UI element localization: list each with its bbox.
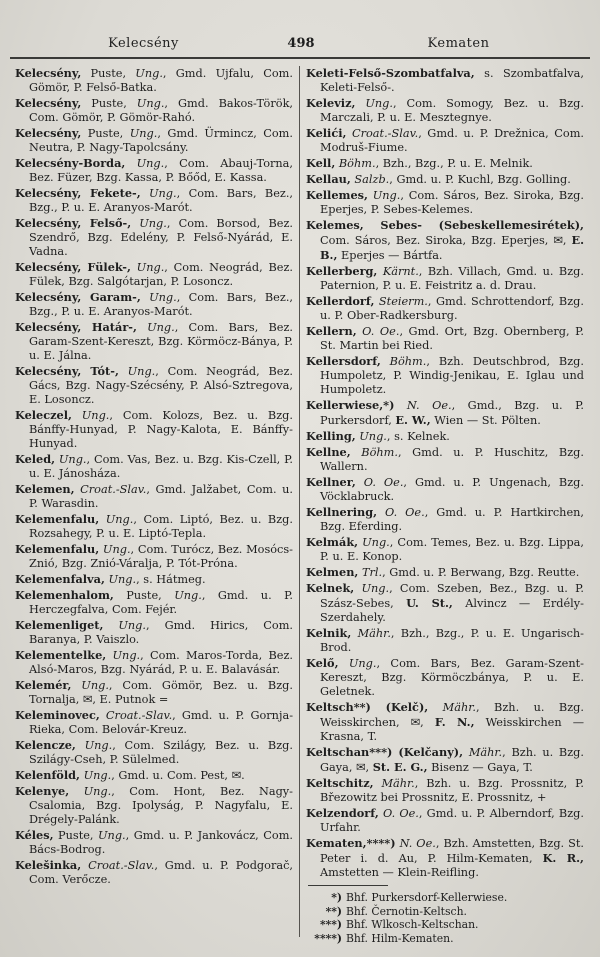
column-right [306,66,584,945]
entry: Kellner, O. Oe., Gmd. u. P. Ungenach, Bzg. Vöcklabruck. [306,475,584,503]
column-left [15,66,293,945]
entry: Kematen,****) N. Oe., Bzh. Amstetten, Bzg. St. Peter i. d. Au, P. Hilm-Kematen, K. R., Amstetten — Klein-Reifling. [306,836,585,879]
entry: Kelići, Croat.-Slav., Gmd. u. P. Drežnica, Com. Modruš-Fiume. [306,126,584,154]
entry: Kellern, O. Oe., Gmd. Ort, Bzg. Obernberg, P. St. Martin bei Ried. [306,324,584,352]
entry: Keled, Ung., Com. Vas, Bez. u. Bzg. Kis-Czell, P. u. E. Jánosháza. [15,452,293,480]
entry: Kelnek, Ung., Com. Szeben, Bez., Bzg. u. P. Szász-Sebes, U. St., Alvincz — Erdély-Szerdahely. [306,581,585,624]
entry: Keleczel, Ung., Com. Kolozs, Bez. u. Bzg. Bánffy-Hunyad, P. Nagy-Kalota, E. Bánffy-Hunyad. [15,408,293,450]
entry: Kelmen, Trl., Gmd. u. P. Berwang, Bzg. Reutte. [306,565,580,579]
entry: Keltschan***) (Kelčany), Mähr., Bzh. u. Bzg. Gaya, ✉, St. E. G., Bisenz — Gaya, T. [306,745,585,774]
footnote [306,918,584,932]
entry: Kelencze, Ung., Com. Szilágy, Bez. u. Bzg. Szilágy-Cseh, P. Sülelmed. [15,738,294,766]
entry: Kelemenfalu, Ung., Com. Liptó, Bez. u. Bzg. Rozsahegy, P. u. E. Liptó-Tepla. [15,512,294,540]
entry: Kellerdorf, Steierm., Gmd. Schrottendorf, Bzg. u. P. Ober-Radkersburg. [306,294,584,322]
entry: Kelemes, Sebes- (Sebeskellemesirétek), Com. Sáros, Bez. Siroka, Bzg. Eperjes, ✉, E. B., Eperjes — Bártfa. [306,218,584,262]
footnote-marker: *) [331,891,342,904]
entry: Kellerberg, Kärnt., Bzh. Villach, Gmd. u. Bzg. Paternion, P. u. E. Feistritz a. d. Drau. [306,264,584,292]
entry: Kellemes, Ung., Com. Sáros, Bez. Siroka, Bzg. Eperjes, P. Sebes-Kelemes. [306,188,584,216]
entry: Keleviz, Ung., Com. Somogy, Bez. u. Bzg. Marczali, P. u. E. Mesztegnye. [306,96,584,124]
entry: Kellnering, O. Oe., Gmd. u. P. Hartkirchen, Bzg. Eferding. [306,505,585,533]
footnote-text: Bhf. Hilm-Kematen. [346,931,454,945]
entry: Kelecsény, Garam-, Ung., Com. Bars, Bez., Bzg., P. u. E. Aranyos-Marót. [15,290,293,318]
entry: Kellau, Salzb., Gmd. u. P. Kuchl, Bzg. Golling. [306,172,571,186]
entry: Kell, Böhm., Bzh., Bzg., P. u. E. Melnik. [306,156,533,170]
entry: Kelecsény, Fekete-, Ung., Com. Bars, Bez., Bzg., P. u. E. Aranyos-Marót. [15,186,294,214]
footnotes [306,885,584,945]
entry: Kellne, Böhm., Gmd. u. P. Huschitz, Bzg. Wallern. [306,445,584,473]
entry: Kelecsény, Felső-, Ung., Com. Borsod, Bez. Szendrő, Bzg. Edelény, P. Felső-Nyárád, E. Vadna. [15,216,293,258]
entry: Kelő, Ung., Com. Bars, Bez. Garam-Szent-Kereszt, Bzg. Körmöczbánya, P. u. E. Geletnek. [306,656,584,698]
entry: Kelmák, Ung., Com. Temes, Bez. u. Bzg. Lippa, P. u. E. Konop. [306,535,584,563]
footnote-text: Bhf. Wlkosch-Keltschan. [346,918,479,931]
footnote-text: Bhf. Purkersdorf-Kellerwiese. [346,891,508,904]
entry: Kelemenfalu, Ung., Com. Turócz, Bez. Mosócs-Znió, Bzg. Znió-Váralja, P. Tót-Próna. [15,542,293,570]
entry: Kelementelke, Ung., Com. Maros-Torda, Bez. Alsó-Maros, Bzg. Nyárád, P. u. E. Balavásár. [15,648,293,676]
entry: Kelemenfalva, Ung., s. Hátmeg. [15,572,206,586]
entry: Kelemér, Ung., Com. Gömör, Bez. u. Bzg. Tornalja, ✉, E. Putnok = [15,678,294,706]
entry: Keleminovec, Croat.-Slav., Gmd. u. P. Gornja-Rieka, Com. Belovár-Kreuz. [15,708,294,736]
entry: Kelecsény, Puste, Ung., Gmd. Ujfalu, Com. Gömör, P. Felső-Batka. [15,66,293,94]
entry: Kelecsény, Tót-, Ung., Com. Neográd, Bez. Gács, Bzg. Nagy-Szécsény, P. Alsó-Sztregova, E. Losoncz. [15,364,293,406]
entry: Kelecsény, Puste, Ung., Gmd. Ürmincz, Com. Neutra, P. Nagy-Tapolcsány. [15,126,293,154]
entry: Kelecsény, Puste, Ung., Gmd. Bakos-Török, Com. Gömör, P. Gömör-Rahó. [15,96,293,124]
footnote-separator [308,885,388,886]
footnote [306,905,584,919]
page-header [0,0,600,51]
entry: Kellersdorf, Böhm., Bzh. Deutschbrod, Bzg. Humpoletz, P. Windig-Jenikau, E. Iglau und Humpoletz. [306,354,585,396]
entry: Kelzendorf, O. Oe., Gmd. u. P. Alberndorf, Bzg. Urfahr. [306,806,584,834]
entry: Kelling, Ung., s. Kelnek. [306,429,450,443]
header-keyword-right: Kematen [427,36,490,51]
entry: Kellerwiese,*) N. Oe., Gmd., Bzg. u. P. Purkersdorf, E. W., Wien — St. Pölten. [306,398,585,427]
entry: Kelešinka, Croat.-Slav., Gmd. u. P. Podgorač, Com. Verőcze. [15,858,294,886]
entry: Keltsch**) (Kelč), Mähr., Bzh. u. Bzg. Weisskirchen, ✉, F. N., Weisskirchen — Krasna, T. [306,700,584,743]
header-keyword-left: Kelecsény [108,36,179,51]
footnote-marker: ****) [314,931,342,945]
entry: Kelenye, Ung., Com. Hont, Bez. Nagy-Csalomia, Bzg. Ipolyság, P. Nagyfalu, E. Drégely-Palánk. [15,784,293,826]
footnote-text: Bhf. Černotin-Keltsch. [346,904,467,918]
entry: Kéles, Puste, Ung., Gmd. u. P. Jankovácz, Com. Bács-Bodrog. [15,828,293,856]
column-divider [299,66,300,937]
entry: Kelecsény, Határ-, Ung., Com. Bars, Bez. Garam-Szent-Kereszt, Bzg. Körmöcz-Bánya, P. u. E. Jálna. [15,320,293,362]
entry: Kelemen, Croat.-Slav., Gmd. Jalžabet, Com. u. P. Warasdin. [15,482,293,510]
footnote-marker: **) [325,904,342,918]
entry: Kelemenhalom, Puste, Ung., Gmd. u. P. Herczegfalva, Com. Fejér. [15,588,293,616]
text-columns [0,59,600,945]
footnote [306,932,584,946]
footnote-marker: ***) [319,918,342,931]
entry: Kelemenliget, Ung., Gmd. Hirics, Com. Baranya, P. Vaiszlo. [15,618,293,646]
footnote [306,891,584,905]
entry: Kelenföld, Ung., Gmd. u. Com. Pest, ✉. [15,768,245,782]
entry: Kelnik, Mähr., Bzh., Bzg., P. u. E. Ungarisch-Brod. [306,626,585,654]
entry: Keltschitz, Mähr., Bzh. u. Bzg. Prossnitz, P. Březowitz bei Prossnitz, E. Prossnitz, + [306,776,584,804]
page-number: 498 [287,36,315,51]
entry: Keleti-Felső-Szombatfalva, s. Szombatfalva, Keleti-Felső-. [306,66,584,94]
entry: Kelecsény-Borda, Ung., Com. Abauj-Torna, Bez. Füzer, Bzg. Kassa, P. Bőőd, E. Kassa. [15,156,293,184]
entry: Kelecsény, Fülek-, Ung., Com. Neográd, Bez. Fülek, Bzg. Salgótarjan, P. Losoncz. [15,260,294,288]
